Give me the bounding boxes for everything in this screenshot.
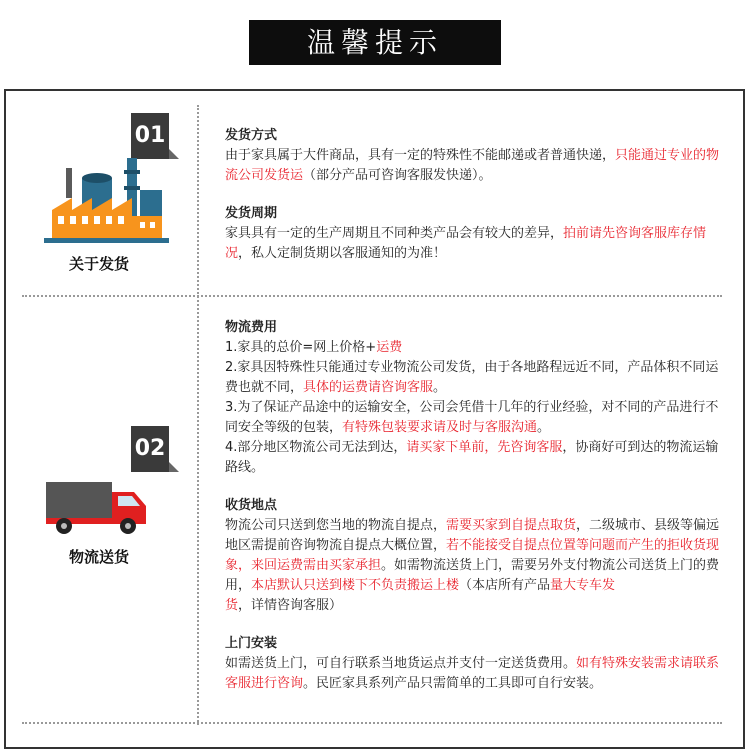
body-text: ，协商好可到达的物流运输路线。 — [225, 440, 719, 475]
block-heading: 上门安装 — [225, 636, 278, 651]
body-text: ，私人定制货期以客服通知的为准！ — [238, 246, 447, 261]
highlight-text: 有特殊包装要求请及时与客服沟通 — [342, 420, 538, 435]
body-text: 4.部分地区物流公司无法到达， — [225, 440, 407, 455]
highlight-text: 本店默认只送到楼下不负责搬运上楼 — [251, 578, 460, 593]
body-text: （部分产品可咨询客服发快递）。 — [303, 168, 492, 183]
body-text: 。 — [433, 380, 447, 395]
highlight-text: 量大专车发货 — [225, 578, 616, 613]
factory-icon — [44, 150, 169, 248]
block-heading: 发货周期 — [225, 206, 278, 221]
section-caption-delivery: 物流送货 — [68, 548, 129, 566]
block-body — [225, 516, 730, 616]
section-number-01: 01 — [131, 113, 169, 159]
body-text: 1.家具的总价=网上价格+ — [225, 340, 377, 355]
body-text: 家具具有一定的生产周期且不同种类产品会有较大的差异， — [225, 226, 564, 241]
block-heading: 发货方式 — [225, 128, 278, 143]
delivery-text — [225, 318, 730, 694]
block-heading: 收货地点 — [225, 498, 278, 513]
section-number-02: 02 — [131, 426, 169, 472]
highlight-text: 只能通过专业的物流公司发货运 — [225, 148, 720, 183]
body-text: 。 — [537, 420, 551, 435]
block-body — [225, 654, 730, 694]
list-item — [225, 438, 730, 478]
highlight-text: 运费 — [376, 340, 403, 355]
highlight-text: 请买家下单前，先咨询客服 — [406, 440, 563, 455]
list-item — [225, 358, 730, 398]
section-divider — [22, 295, 722, 297]
block-body — [225, 224, 730, 264]
body-text: 。如需物流送货上门，需要另外支付物流公司送货上门的费用， — [225, 558, 720, 593]
body-text: 由于家具属于大件商品，具有一定的特殊性不能邮递或者普通快递， — [225, 148, 616, 163]
page-title: 温馨提示 — [249, 20, 501, 65]
body-text: 3.为了保证产品途中的运输安全，公司会凭借十几年的行业经验，对不同的产品进行不同安全等级的包装， — [225, 400, 719, 435]
highlight-text: 拍前请先咨询客服库存情况 — [225, 226, 707, 261]
body-text: ，二级城市、县级等偏远地区需提前咨询物流自提点大概位置， — [225, 518, 720, 553]
body-text: ，详情咨询客服） — [238, 598, 343, 613]
body-text: 物流公司只送到您当地的物流自提点， — [225, 518, 447, 533]
body-text: （本店所有产品 — [459, 578, 551, 593]
body-text: 。民匠家具系列产品只需简单的工具即可自行安装。 — [303, 676, 603, 691]
section-caption-shipping: 关于发货 — [68, 255, 129, 273]
body-text: 如需送货上门，可自行联系当地货运点并支付一定送货费用。 — [225, 656, 577, 671]
highlight-text: 需要买家到自提点取货 — [446, 518, 577, 533]
shipping-text — [225, 126, 730, 264]
section-divider-bottom — [22, 722, 722, 724]
block-heading: 物流费用 — [225, 320, 278, 335]
truck-icon — [44, 478, 152, 538]
vertical-divider — [197, 105, 199, 725]
highlight-text: 如有特殊安装需求请联系客服进行咨询 — [225, 656, 720, 691]
highlight-text: 具体的运费请咨询客服 — [303, 380, 434, 395]
block-body — [225, 146, 730, 186]
highlight-text: 若不能接受自提点位置等问题而产生的拒收货现象，来回运费需由买家承担 — [225, 538, 720, 573]
list-item — [225, 338, 730, 358]
body-text: 2.家具因特殊性只能通过专业物流公司发货，由于各地路程远近不同，产品体积不同运费也就不同， — [225, 360, 719, 395]
list-item — [225, 398, 730, 438]
